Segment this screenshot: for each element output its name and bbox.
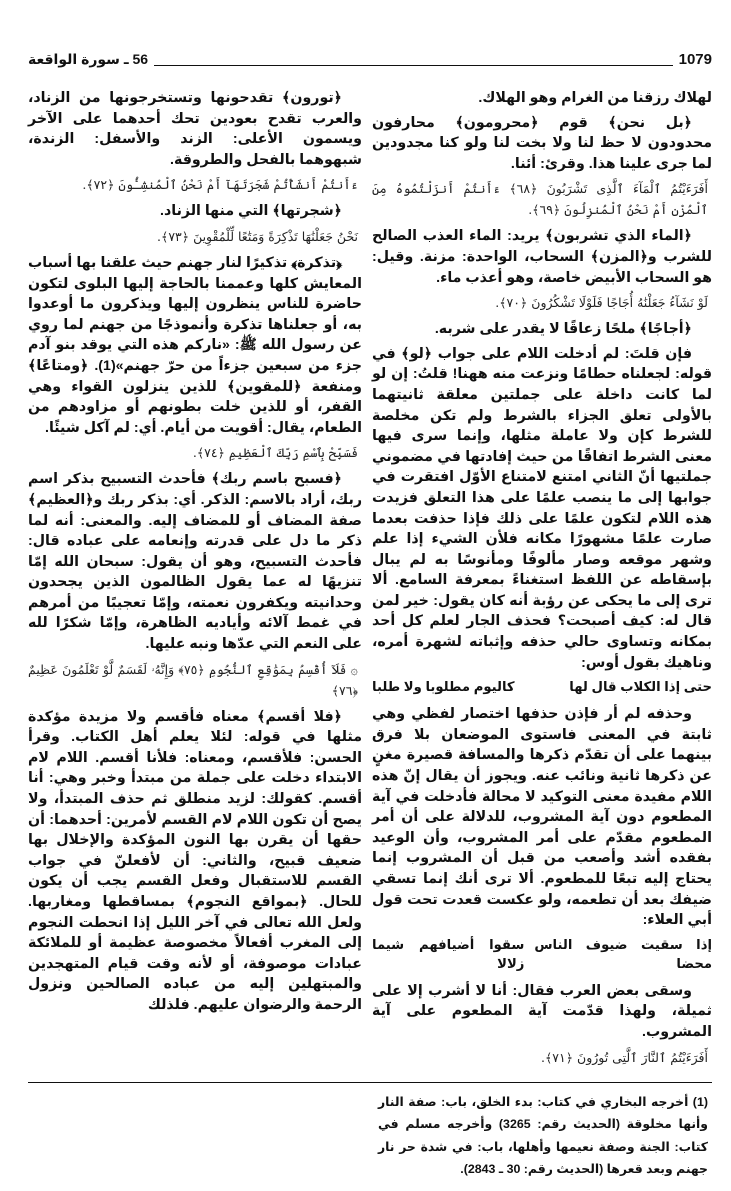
commentary-paragraph: ﴿الماء الذي تشربون﴾ يريد: الماء العذب الصالح للشرب و﴿المزن﴾ السحاب، الواحدة: مزنة. وقيل: هو السحاب الأبيض خاصة، وهو أعذب ماء. xyxy=(372,228,712,286)
quran-verse: ءَأَنتُمْ أَنشَأْتُمْ شَجَرَتَهَآ أَمْ نَحْنُ ٱلْمُنشِـُٔونَ ﴿٧٢﴾. xyxy=(82,177,358,193)
commentary-paragraph: وحذفه لم أر فإذن حذفها اختصار لفظي وهي ثابتة في المعنى فاستوى الموضعان بلا فرق بينهما على أن تقدّم ذكرها والمسافة قصيرة مغنٍ عن ذكرها ثانية ونائب عنه. ويجوز أن يقال إنّ هذه اللام مفيدة معنى التوكيد لا محالة فأدخلت في آية المطعوم دون آية المشروب، للدلالة على أن أمر المطعوم مقدّم على أمر المشروب، وأن الوعيد بفقده أشد وأصعب من قبل أن المشروب إنما يحتاج إليه تبعًا للمطعوم. ألا ترى أنك إنما تسقي ضيفك بعد أن تطعمه، ولو عكست قعدت تحت قول أبي العلاء: xyxy=(372,706,712,929)
commentary-paragraph: ﴿أجاجًا﴾ ملحًا زعاقًا لا يقدر على شربه. xyxy=(434,321,692,338)
surah-running-title: 56 ـ سورة الواقعة xyxy=(28,51,149,67)
header-rule xyxy=(154,65,673,66)
verse-hemistich-first: إذا سقيت ضيوف الناس محضا xyxy=(534,936,712,971)
footnote-separator xyxy=(28,1082,712,1083)
poetry-verse xyxy=(372,935,712,973)
commentary-paragraph: لهلاك رزقنا من الغرام وهو الهلاك. xyxy=(478,90,712,106)
quran-verse: لَوْ نَشَآءُ جَعَلْنَٰهُ أُجَاجًا فَلَوْلَا تَشْكُرُونَ ﴿٧٠﴾. xyxy=(495,295,708,311)
quran-verse: أَفَرَءَيْتُمُ ٱلْمَآءَ ٱلَّذِى تَشْرَبُونَ ﴿٦٨﴾ ءَأَنتُمْ أَنزَلْتُمُوهُ مِنَ ٱلْمُزْنِ أَمْ نَحْنُ ٱلْمُنزِلُونَ ﴿٦٩﴾. xyxy=(372,181,708,218)
right-column xyxy=(372,88,712,1074)
commentary-paragraph: ﴿تورون﴾ تقدحونها وتستخرجونها من الزناد، والعرب تقدح بعودين تحك أحدهما على الآخر ويسمون الأعلى: الزند والأسفل: الزندة، شبهوهما بالفحل والطروقة. xyxy=(28,90,362,168)
commentary-paragraph: ﴿فسبح باسم ربك﴾ فأحدث التسبيح بذكر اسم ربك، أراد بالاسم: الذكر. أي: بذكر ربك و﴿العظيم﴾ صفة المضاف أو للمضاف إليه. والمعنى: أنه لما ذكر ما دل على قدرته وإنعامه على عباده قال: فأحدث التسبيح، وهو أن يقول: سبحان الله إمّا تنزيهًا له عما يقول الظالمون الذين يجحدون وحدانيته ويكفرون نعمته، وإمّا تعجيبًا من أمرهم في غمط آلائه وأياديه الظاهرة، وإمّا شكرًا لله على النعم التي عدّها ونبه عليها. xyxy=(28,471,362,653)
page-header xyxy=(28,50,712,68)
commentary-paragraph: ﴿تذكرة﴾ تذكيرًا لنار جهنم حيث علقنا بها أسباب المعايش كلها وعممنا بالحاجة إليها البلوى لتكون حاضرة للناس ينظرون إليها ويذكرون ما أوعدوا به، أو جعلناها تذكرة وأنموذجًا من جهنم لما روي عن رسول الله ﷺ: «ناركم هذه التي يوقد بنو آدم جزء من سبعين جزءاً من حرّ جهنم»(1). ﴿ومتاعًا﴾ ومنفعة ﴿للمقوين﴾ للذين ينزلون القواء وهي القفر، أو للذين خلت بطونهم أو مزاودهم من الطعام، يقال: أقويت من أيام. أي: لم آكل شيئًا. xyxy=(28,254,362,436)
commentary-paragraph: ﴿فلا أقسم﴾ معناه فأقسم ولا مزيدة مؤكدة مثلها في قوله: لئلا يعلم أهل الكتاب. وقرأ الحسن: فلأقسم، ومعناه: فلأنا أقسم. اللام لام الابتداء دخلت على جملة من مبتدأ وخبر وهي: أنا أقسم. كقولك: لزيد منطلق ثم حذف المبتدأ، ولا يصح أن تكون اللام لام القسم لأمرين: أحدهما: أن حقها أن يقرن بها النون المؤكدة والإخلال بها ضعيف قبيح، والثاني: أن لأفعلنّ في جواب القسم للاستقبال وفعل القسم يجب أن يكون للحال. ﴿بمواقع النجوم﴾ بمساقطها ومغاربها. ولعل الله تعالى في آخر الليل إذا انحطت النجوم إلى المغرب أفعالاً مخصوصة عظيمة أو للملائكة عبادات موصوفة، أو لأنه وقت قيام المتهجدين والمبتهلين إليه من عباده الصالحين ونزول الرحمة والرضوان عليهم. فلذلك xyxy=(28,708,362,1013)
verse-hemistich-first: حتى إذا الكلاب قال لها xyxy=(569,679,712,695)
verse-hemistich-second: سقوا أضيافهم شيما زلالا xyxy=(372,936,525,971)
commentary-paragraph: ﴿شجرتها﴾ التي منها الزناد. xyxy=(160,203,342,220)
left-column xyxy=(28,88,362,1020)
quran-verse: ۞ فَلَآ أُقْسِمُ بِمَوَٰقِعِ ٱلنُّجُومِ ﴿٧٥﴾ وَإِنَّهُۥ لَقَسَمٌ لَّوْ تَعْلَمُونَ عَظِيمٌ ﴿٧٦﴾ xyxy=(28,661,358,698)
commentary-paragraph: فإن قلتَ: لم أدخلت اللام على جواب ﴿لو﴾ في قوله: لجعلناه حطامًا ونزعت منه ههنا! قلتُ: إن لو لما كانت داخلة على جملتين معلقة ثانيتهما بالأولى تعلق الجزاء بالشرط ولم تكن مخلصة للشرط كإن ولا عاملة مثلها، وإنما سرى فيها معنى الشرط اتفاقًا من حيث إفادتها في مضموني جملتيها أنّ الثاني امتنع لامتناع الأوّل افتقرت في جوابها إلى ما ينصب علمًا على هذا التعلق فزيدت هذه اللام لتكون علمًا على ذلك فإذا حذفت بعدما صارت علمًا مشهورًا مكانه فلأن الشيء إذا علم وشهر موقعه وصار مألوفًا ومأنوسًا به لم يبال بإسقاطه عن اللفظ استغناءً بمعرفة السامع. ألا ترى إلى ما يحكى عن رؤبة أنه كان يقول: خير لمن قال له: كيف أصبحت؟ فحذف الجار لعلم كل أحد بمكانه وتساوى حالي حذفه وإثباته لشهرة أمره، وناهيك بقول أوس: xyxy=(372,345,712,671)
page-body xyxy=(28,88,712,1191)
commentary-paragraph: ﴿بل نحن﴾ قوم ﴿محرومون﴾ محارفون محدودون لا حظ لنا ولا بخت لنا ولو كنا مجدودين لما جرى علينا هذا. وقرئ: أئنا. xyxy=(372,114,712,172)
commentary-paragraph: وسقى بعض العرب فقال: أنا لا أشرب إلا على ثميلة، ولهذا قدّمت آية المطعوم على آية المشروب. xyxy=(372,982,712,1040)
quran-verse: فَسَبِّحْ بِٱسْمِ رَبِّكَ ٱلْعَظِيمِ ﴿٧٤﴾. xyxy=(192,445,358,461)
poetry-verse xyxy=(372,677,712,696)
footnote: (1) أخرجه البخاري في كتاب: بدء الخلق، باب: صفة النار وأنها مخلوقة (الحديث رقم: 3265) وأخرجه مسلم في كتاب: الجنة وصفة نعيمها وأهلها، باب: في شدة حر نار جهنم وبعد قعرها (الحديث رقم: 30 ـ 2843). xyxy=(378,1094,708,1177)
quran-verse: أَفَرَءَيْتُمُ ٱلنَّارَ ٱلَّتِى تُورُونَ ﴿٧١﴾. xyxy=(540,1049,708,1065)
quran-verse: نَحْنُ جَعَلْنَٰهَا تَذْكِرَةً وَمَتَٰعًا لِّلْمُقْوِينَ ﴿٧٣﴾. xyxy=(157,228,358,244)
text-columns xyxy=(28,88,712,1074)
verse-hemistich-second: كاليوم مطلوبا ولا طلبا xyxy=(372,679,515,695)
page-number: 1079 xyxy=(678,51,712,68)
